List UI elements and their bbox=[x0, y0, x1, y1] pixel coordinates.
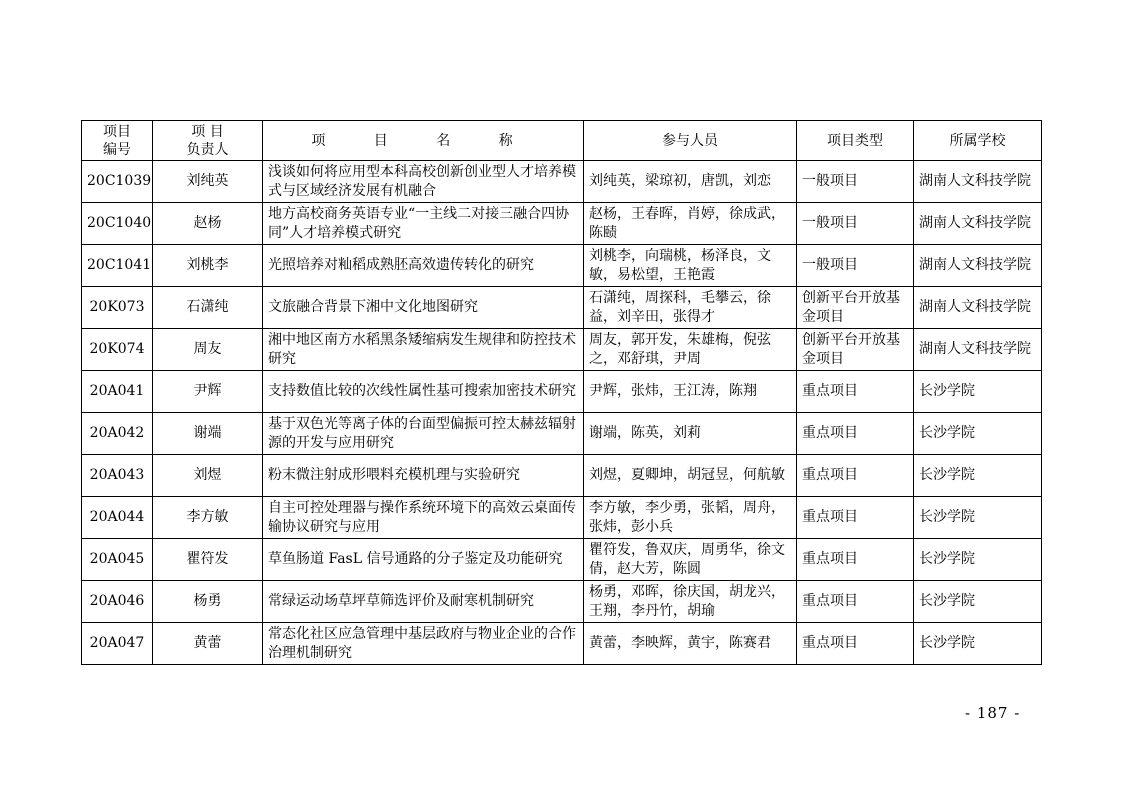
project-school-cell: 长沙学院 bbox=[914, 455, 1042, 497]
table-row bbox=[82, 161, 1042, 203]
project-name-cell: 常绿运动场草坪草筛选评价及耐寒机制研究 bbox=[263, 581, 584, 623]
table-row bbox=[82, 413, 1042, 455]
project-members-cell: 瞿符发，鲁双庆，周勇华，徐文倩，赵大芳，陈圆 bbox=[584, 539, 797, 581]
project-id-cell: 20A047 bbox=[82, 623, 153, 665]
project-id-cell: 20A046 bbox=[82, 581, 153, 623]
project-members-cell: 尹辉，张炜，王江涛，陈翔 bbox=[584, 371, 797, 413]
project-name-cell: 常态化社区应急管理中基层政府与物业企业的合作治理机制研究 bbox=[263, 623, 584, 665]
project-name-cell: 浅谈如何将应用型本科高校创新创业型人才培养模式与区域经济发展有机融合 bbox=[263, 161, 584, 203]
project-type-cell: 一般项目 bbox=[797, 245, 914, 287]
project-school-cell: 长沙学院 bbox=[914, 623, 1042, 665]
project-id-cell: 20K073 bbox=[82, 287, 153, 329]
project-leader-cell: 刘煜 bbox=[153, 455, 263, 497]
table-row bbox=[82, 287, 1042, 329]
project-type-cell: 重点项目 bbox=[797, 455, 914, 497]
project-members-cell: 石潇纯，周探科，毛攀云，徐益，刘辛田，张得才 bbox=[584, 287, 797, 329]
table-row bbox=[82, 245, 1042, 287]
project-leader-cell: 尹辉 bbox=[153, 371, 263, 413]
project-id-cell: 20C1041 bbox=[82, 245, 153, 287]
header-name: 项 目 名 称 bbox=[263, 121, 584, 161]
project-name-cell: 粉末微注射成形喂料充模机理与实验研究 bbox=[263, 455, 584, 497]
project-type-cell: 一般项目 bbox=[797, 161, 914, 203]
table-row bbox=[82, 203, 1042, 245]
project-members-cell: 周友，郭开发，朱雄梅，倪弦之，邓舒琪，尹周 bbox=[584, 329, 797, 371]
project-school-cell: 湖南人文科技学院 bbox=[914, 329, 1042, 371]
project-name-cell: 基于双色光等离子体的台面型偏振可控太赫兹辐射源的开发与应用研究 bbox=[263, 413, 584, 455]
header-members: 参与人员 bbox=[584, 121, 797, 161]
project-school-cell: 长沙学院 bbox=[914, 581, 1042, 623]
project-id-cell: 20A041 bbox=[82, 371, 153, 413]
table-row bbox=[82, 581, 1042, 623]
project-leader-cell: 赵杨 bbox=[153, 203, 263, 245]
project-type-cell: 重点项目 bbox=[797, 539, 914, 581]
project-type-cell: 创新平台开放基金项目 bbox=[797, 329, 914, 371]
project-id-cell: 20C1039 bbox=[82, 161, 153, 203]
projects-table bbox=[81, 120, 1042, 665]
project-school-cell: 湖南人文科技学院 bbox=[914, 245, 1042, 287]
header-id: 项目 编号 bbox=[82, 121, 153, 161]
project-leader-cell: 周友 bbox=[153, 329, 263, 371]
project-name-cell: 湘中地区南方水稻黑条矮缩病发生规律和防控技术研究 bbox=[263, 329, 584, 371]
project-name-cell: 文旅融合背景下湘中文化地图研究 bbox=[263, 287, 584, 329]
table-row bbox=[82, 329, 1042, 371]
table-row bbox=[82, 623, 1042, 665]
project-name-cell: 光照培养对籼稻成熟胚高效遗传转化的研究 bbox=[263, 245, 584, 287]
table-row bbox=[82, 455, 1042, 497]
project-members-cell: 刘桃李，向瑞桃，杨泽良，文敏，易松望，王艳霞 bbox=[584, 245, 797, 287]
project-school-cell: 长沙学院 bbox=[914, 539, 1042, 581]
project-members-cell: 刘纯英，梁琼初，唐凯，刘恋 bbox=[584, 161, 797, 203]
project-name-cell: 自主可控处理器与操作系统环境下的高效云桌面传输协议研究与应用 bbox=[263, 497, 584, 539]
table-row bbox=[82, 497, 1042, 539]
project-name-cell: 支持数值比较的次线性属性基可搜索加密技术研究 bbox=[263, 371, 584, 413]
project-school-cell: 湖南人文科技学院 bbox=[914, 161, 1042, 203]
project-leader-cell: 刘桃李 bbox=[153, 245, 263, 287]
header-type: 项目类型 bbox=[797, 121, 914, 161]
project-leader-cell: 谢端 bbox=[153, 413, 263, 455]
project-type-cell: 一般项目 bbox=[797, 203, 914, 245]
project-type-cell: 重点项目 bbox=[797, 413, 914, 455]
page-number: - 187 - bbox=[965, 704, 1021, 722]
project-members-cell: 谢端，陈英，刘莉 bbox=[584, 413, 797, 455]
project-leader-cell: 李方敏 bbox=[153, 497, 263, 539]
project-id-cell: 20A045 bbox=[82, 539, 153, 581]
project-id-cell: 20A044 bbox=[82, 497, 153, 539]
project-school-cell: 湖南人文科技学院 bbox=[914, 203, 1042, 245]
project-leader-cell: 石潇纯 bbox=[153, 287, 263, 329]
project-type-cell: 重点项目 bbox=[797, 623, 914, 665]
project-id-cell: 20C1040 bbox=[82, 203, 153, 245]
project-leader-cell: 杨勇 bbox=[153, 581, 263, 623]
project-leader-cell: 刘纯英 bbox=[153, 161, 263, 203]
header-leader: 项 目 负责人 bbox=[153, 121, 263, 161]
project-name-cell: 草鱼肠道 FasL 信号通路的分子鉴定及功能研究 bbox=[263, 539, 584, 581]
table-row bbox=[82, 371, 1042, 413]
project-type-cell: 重点项目 bbox=[797, 581, 914, 623]
project-members-cell: 刘煜，夏卿坤，胡冠昱，何航敏 bbox=[584, 455, 797, 497]
project-leader-cell: 黄蕾 bbox=[153, 623, 263, 665]
table-header-row bbox=[82, 121, 1042, 161]
project-leader-cell: 瞿符发 bbox=[153, 539, 263, 581]
table-row bbox=[82, 539, 1042, 581]
project-members-cell: 杨勇，邓晖，徐庆国，胡龙兴，王翔，李丹竹，胡瑜 bbox=[584, 581, 797, 623]
project-id-cell: 20A042 bbox=[82, 413, 153, 455]
project-type-cell: 重点项目 bbox=[797, 371, 914, 413]
project-type-cell: 重点项目 bbox=[797, 497, 914, 539]
project-school-cell: 湖南人文科技学院 bbox=[914, 287, 1042, 329]
project-school-cell: 长沙学院 bbox=[914, 413, 1042, 455]
header-school: 所属学校 bbox=[914, 121, 1042, 161]
project-school-cell: 长沙学院 bbox=[914, 371, 1042, 413]
project-id-cell: 20K074 bbox=[82, 329, 153, 371]
project-id-cell: 20A043 bbox=[82, 455, 153, 497]
project-members-cell: 赵杨，王春晖，肖婷，徐成武，陈赜 bbox=[584, 203, 797, 245]
project-type-cell: 创新平台开放基金项目 bbox=[797, 287, 914, 329]
project-members-cell: 李方敏，李少勇，张韬，周舟，张炜，彭小兵 bbox=[584, 497, 797, 539]
project-school-cell: 长沙学院 bbox=[914, 497, 1042, 539]
project-members-cell: 黄蕾，李映辉，黄宇，陈赛君 bbox=[584, 623, 797, 665]
project-name-cell: 地方高校商务英语专业“一主线二对接三融合四协同”人才培养模式研究 bbox=[263, 203, 584, 245]
